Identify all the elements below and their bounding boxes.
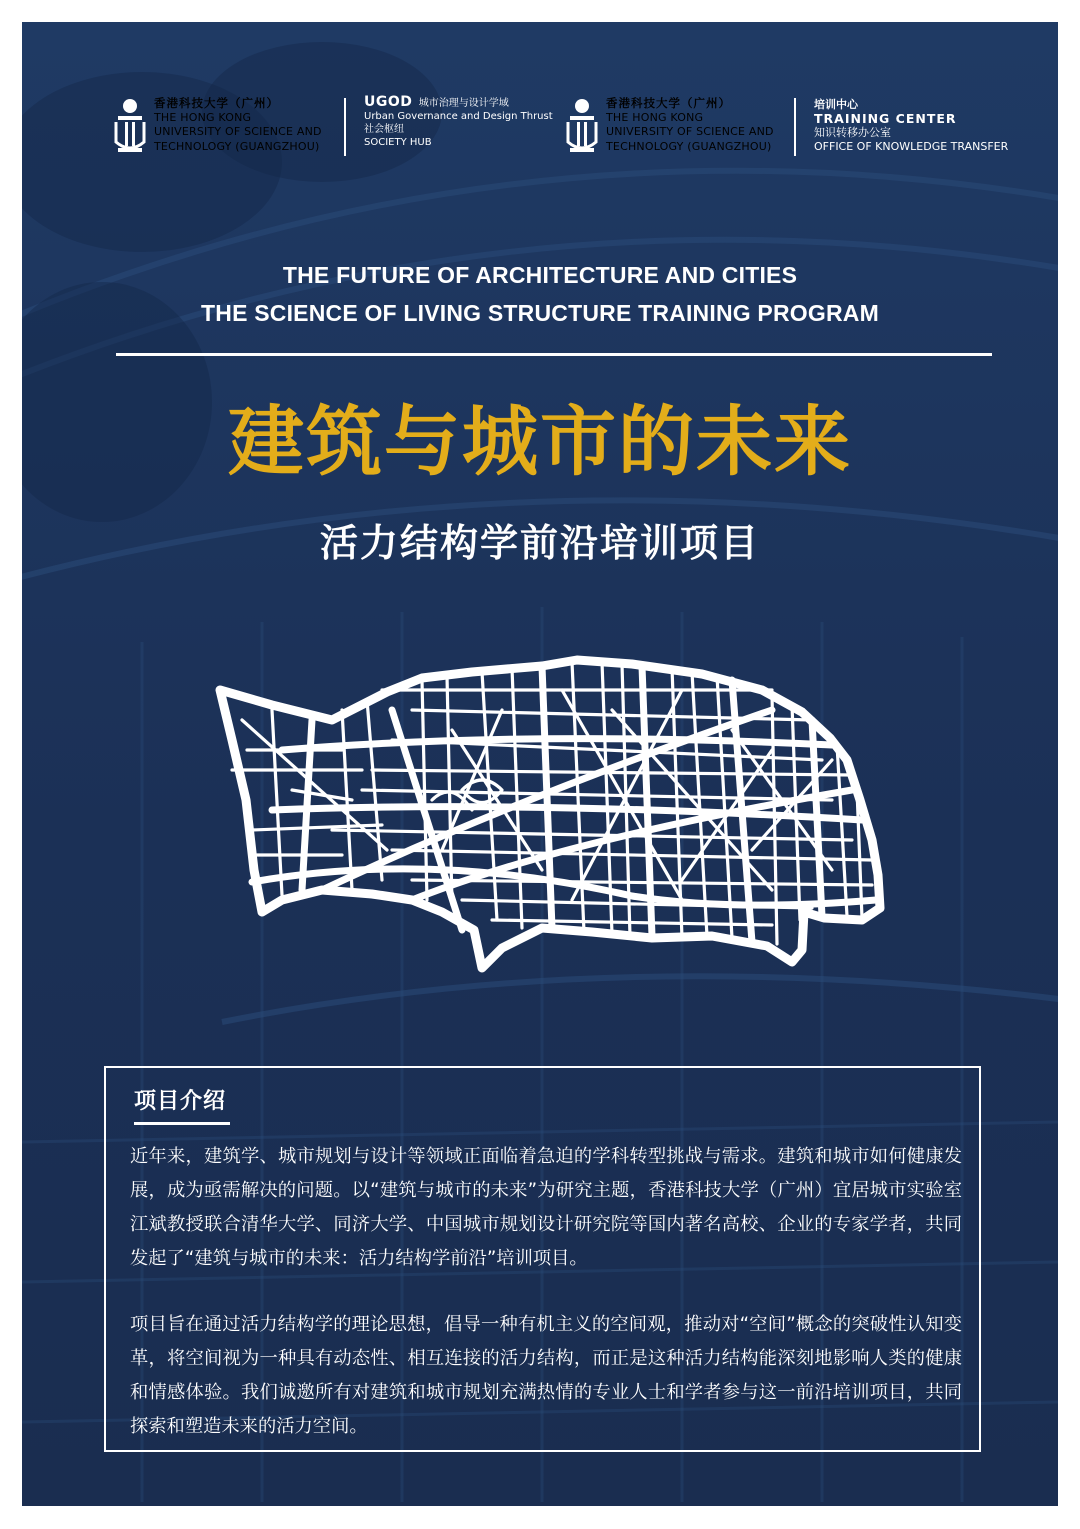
hkust-en-line: THE HONG KONG: [154, 110, 252, 124]
hkust-logo-text-left: [154, 96, 322, 154]
logo-divider: [344, 98, 346, 156]
ugod-abbr: UGOD: [364, 94, 413, 110]
ugod-en-name: Urban Governance and Design Thrust: [364, 111, 553, 122]
chinese-main-title: 建筑与城市的未来: [228, 397, 852, 486]
intro-section-box: [104, 1066, 981, 1452]
ugod-hub-zh: 社会枢纽: [364, 124, 404, 135]
english-title-line-2: THE SCIENCE OF LIVING STRUCTURE TRAINING PROGRAM: [201, 300, 879, 326]
training-center-logo: [814, 98, 1008, 154]
intro-heading-underline: [134, 1122, 230, 1125]
hkust-crest-icon: [562, 98, 602, 158]
hkust-en-line: TECHNOLOGY (GUANGZHOU): [606, 139, 772, 153]
ugod-hub-en: SOCIETY HUB: [364, 137, 432, 148]
poster: [22, 22, 1058, 1506]
hkust-crest-icon: [110, 98, 150, 158]
hkust-zh-name: 香港科技大学（广州）: [154, 96, 279, 110]
hkust-logo-text-right: [606, 96, 774, 154]
intro-heading: 项目介绍: [134, 1089, 227, 1114]
ugod-zh-name: 城市治理与设计学域: [418, 98, 509, 109]
office-zh: 知识转移办公室: [814, 126, 891, 139]
hkust-en-line: TECHNOLOGY (GUANGZHOU): [154, 139, 320, 153]
hkust-en-line: UNIVERSITY OF SCIENCE AND: [606, 125, 774, 138]
chinese-sub-title: 活力结构学前沿培训项目: [319, 521, 760, 565]
hkust-zh-name: 香港科技大学（广州）: [606, 96, 731, 110]
hkust-en-line: THE HONG KONG: [606, 110, 704, 124]
hkust-en-line: UNIVERSITY OF SCIENCE AND: [154, 125, 322, 138]
training-en: TRAINING CENTER: [814, 111, 957, 126]
training-zh: 培训中心: [814, 98, 858, 111]
intro-paragraph-2: 项目旨在通过活力结构学的理论思想，倡导一种有机主义的空间观，推动对“空间”概念的突破性认知变革，将空间视为一种具有动态性、相互连接的活力结构，而正是这种活力结构能深刻地影响人类的健康和情感体验。我们诚邀所有对建筑和城市规划充满热情的专业人士和学者参与这一前沿培训项目，共同探索和塑造未来的活力空间。: [130, 1314, 962, 1437]
logo-divider: [794, 98, 796, 156]
ugod-logo: [364, 96, 553, 149]
office-en: OFFICE OF KNOWLEDGE TRANSFER: [814, 140, 1009, 153]
english-title-line-1: THE FUTURE OF ARCHITECTURE AND CITIES: [282, 262, 798, 288]
intro-paragraph-1: 近年来，建筑学、城市规划与设计等领域正面临着急迫的学科转型挑战与需求。建筑和城市如何健康发展，成为亟需解决的问题。以“建筑与城市的未来”为研究主题，香港科技大学（广州）宜居城市实验室江斌教授联合清华大学、同济大学、中国城市规划设计研究院等国内著名高校、企业的专家学者，共同发起了“建筑与城市的未来：活力结构学前沿”培训项目。: [130, 1146, 962, 1269]
title-divider-line: [116, 353, 992, 356]
street-network-map: [212, 650, 892, 980]
